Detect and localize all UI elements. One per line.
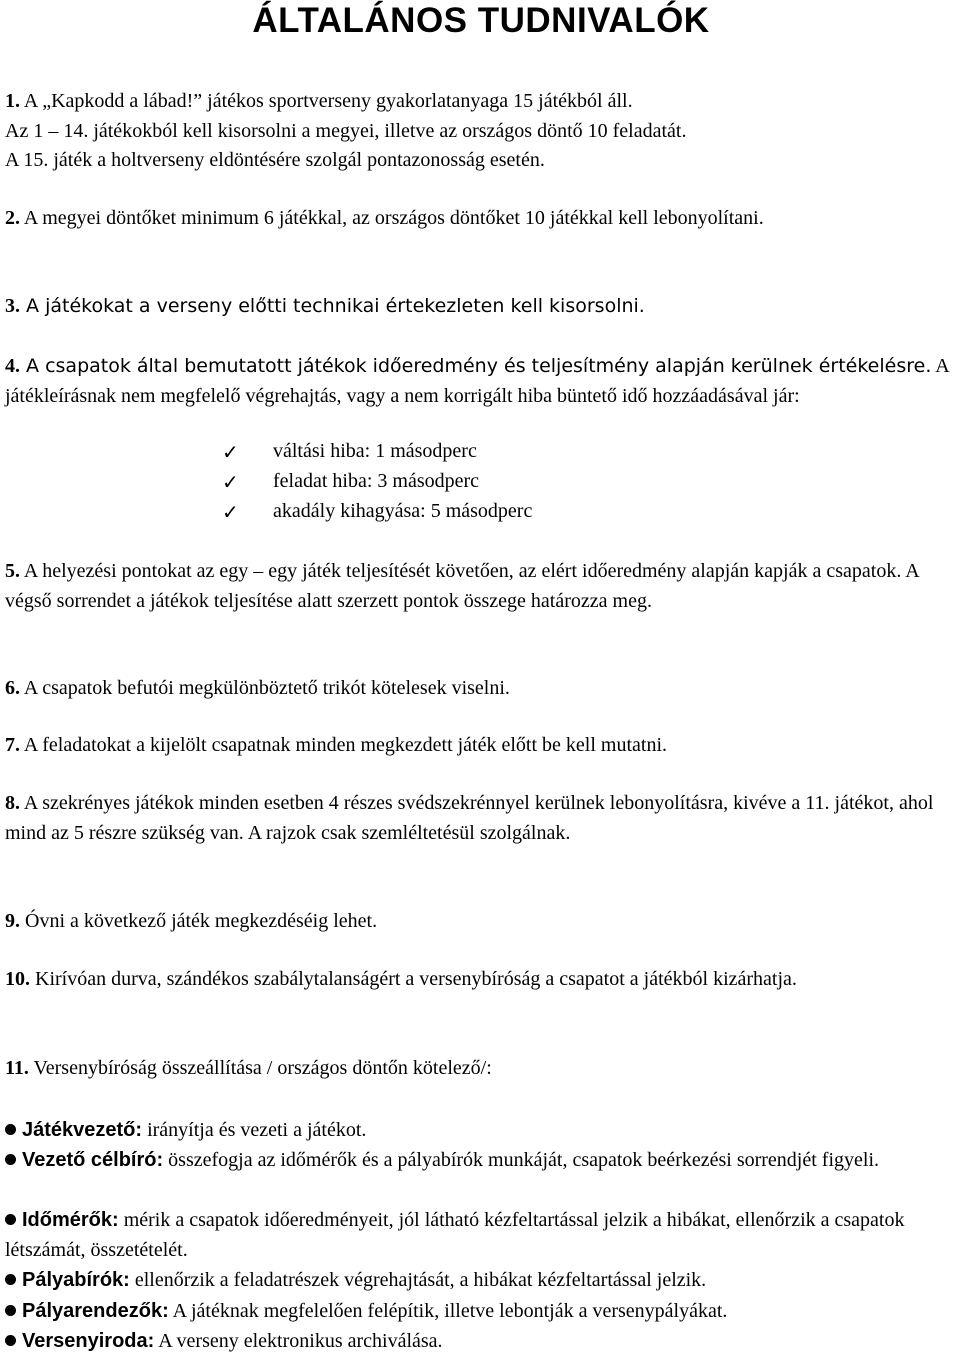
bullet-icon [5,1214,16,1225]
rule-4 [5,352,957,411]
rule-number: 2. [5,207,20,229]
role-name: Időmérők: [22,1209,119,1231]
rule-text: A feladatokat a kijelölt csapatnak minden megkezdett játék előtt be kell mutatni. [20,734,668,756]
check-icon: ✓ [222,440,239,464]
role-item [5,1327,957,1357]
role-desc: irányítja és vezeti a játékot. [142,1119,367,1141]
penalty-text: váltási hiba: 1 másodperc [273,440,477,462]
check-icon: ✓ [222,500,239,524]
bullet-icon [5,1154,16,1165]
rule-text: A játékleírásnak nem megfelelő végrehajtás, vagy a nem korrigált hiba büntető idő hozzáadásával jár: [5,355,949,407]
rule-text: A „Kapkodd a lábad!” játékos sportverseny gyakorlatanyaga 15 játékból áll. [20,90,633,112]
rule-text: A játékokat a verseny előtti technikai értekezleten kell kisorsolni. [20,295,645,317]
rule-text: Az 1 – 14. játékokból kell kisorsolni a megyei, illetve az országos döntő 10 feladatát. [5,119,687,142]
rule-8 [5,789,957,848]
role-desc: összefogja az időmérők és a pályabírók munkáját, csapatok beérkezési sorrendjét figyeli. [163,1149,879,1171]
rule-text: A szekrényes játékok minden esetben 4 részes svédszekrénnyel kerülnek lebonyolításra, kivéve a 11. játékot, ahol mind az 5 részre szükség van. A rajzok csak szemléltetésül szolgálnak. [5,792,934,844]
role-desc: ellenőrzik a feladatrészek végrehajtását, a hibákat kézfeltartással jelzik. [129,1269,707,1291]
role-item [5,1297,957,1327]
rule-text: A megyei döntőket minimum 6 játékkal, az országos döntőket 10 játékkal kell lebonyolítani. [20,207,764,229]
role-name: Pályarendezők: [22,1300,169,1322]
rule-6 [5,674,957,704]
role-name: Játékvezető: [22,1119,143,1141]
role-desc: A verseny elektronikus archiválása. [154,1330,443,1352]
penalty-text: akadály kihagyása: 5 másodperc [273,500,533,522]
role-name: Vezető célbíró: [22,1149,164,1171]
rule-11 [5,1054,957,1084]
rule-number: 9. [5,910,20,932]
role-desc: mérik a csapatok időeredményeit, jól látható kézfeltartással jelzik a hibákat, ellenőrzik a csapatok létszámát, összetételét. [5,1209,905,1261]
rule-number: 10. [5,968,30,990]
rule-text: A 15. játék a holtverseny eldöntésére szolgál pontazonosság esetén. [5,149,545,171]
rule-text: A csapatok által bemutatott játékok időeredmény és teljesítmény alapján kerülnek értékelésre. [20,355,932,377]
role-item [5,1266,957,1296]
role-desc: A játéknak megfelelően felépítik, illetve lebontják a versenypályákat. [168,1300,728,1322]
bullet-icon [5,1274,16,1285]
rule-7 [5,731,957,761]
role-name: Versenyiroda: [22,1330,155,1352]
bullet-icon [5,1305,16,1316]
check-icon: ✓ [222,470,239,494]
rule-9 [5,907,957,937]
rule-text: A csapatok befutói megkülönböztető trikót kötelesek viselni. [20,677,510,699]
rule-1 [5,87,957,176]
role-item [5,1116,957,1146]
penalty-text: feladat hiba: 3 másodperc [273,470,480,492]
rule-number: 11. [5,1057,29,1079]
bullet-icon [5,1124,16,1135]
rule-number: 1. [5,90,20,112]
role-item [5,1146,957,1176]
role-item [5,1206,957,1265]
page-title: ÁLTALÁNOS TUDNIVALÓK [252,1,710,40]
rule-number: 8. [5,792,20,814]
rule-5 [5,557,957,616]
rule-number: 7. [5,734,20,756]
rule-text: Versenybíróság összeállítása / országos döntőn kötelező/: [28,1057,492,1079]
rule-text: A helyezési pontokat az egy – egy játék teljesítését követően, az elért időeredmény alapján kapják a csapatok. A végső sorrendet a játékok teljesítése alatt szerzett pontok összege határozza meg. [5,560,919,612]
bullet-icon [5,1335,16,1346]
rule-2 [5,204,957,234]
rule-number: 3. [5,295,20,317]
rule-3 [5,292,957,322]
rule-text: Kirívóan durva, szándékos szabálytalanságért a versenybíróság a csapatot a játékból kizárhatja. [30,968,797,990]
rule-text: Óvni a következő játék megkezdéséig lehet. [20,910,378,932]
role-name: Pályabírók: [22,1269,130,1291]
rule-10 [5,965,957,995]
rule-number: 6. [5,677,20,699]
rule-number: 5. [5,560,20,582]
rule-number: 4. [5,355,20,377]
